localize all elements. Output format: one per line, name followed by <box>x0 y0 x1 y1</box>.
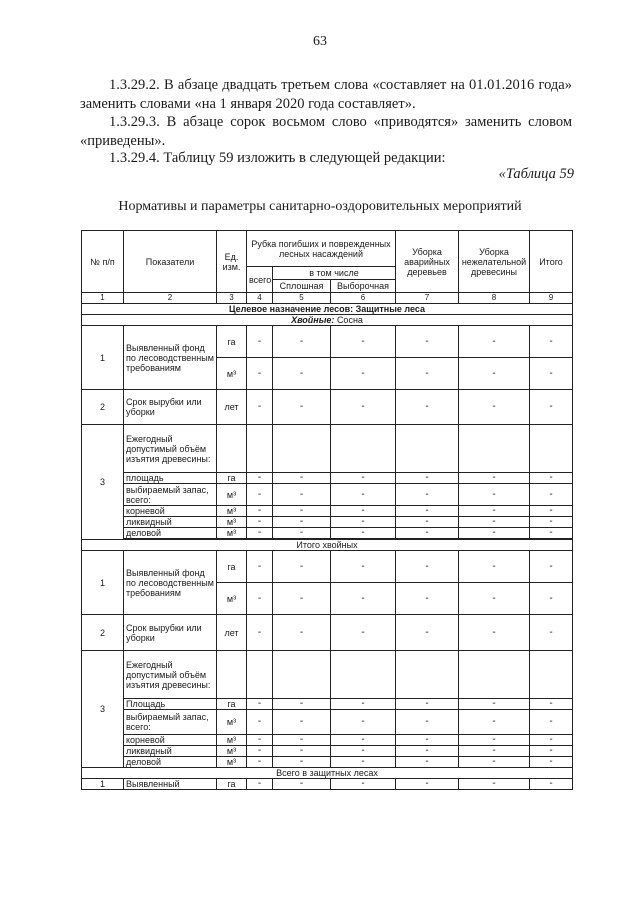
indicator-cell: Срок вырубки или уборки <box>124 390 217 425</box>
value-cell: - <box>396 484 459 506</box>
value-cell <box>331 651 396 699</box>
indicator-cell: ликвидный <box>124 746 217 757</box>
value-cell: - <box>247 779 273 790</box>
value-cell: - <box>396 551 459 583</box>
value-cell <box>247 651 273 699</box>
indicator-cell: Выявленный <box>124 779 217 790</box>
value-cell <box>331 425 396 473</box>
unit-cell: га <box>217 699 247 710</box>
value-cell: - <box>273 517 331 528</box>
unit-cell: м³ <box>217 735 247 746</box>
value-cell: - <box>331 528 396 539</box>
unit-cell: м³ <box>217 710 247 735</box>
table-title: Нормативы и параметры санитарно-оздоровительных мероприятий <box>118 199 522 214</box>
indicator-cell: деловой <box>124 757 217 768</box>
vsego-zashchitnye: Всего в защитных лесах <box>82 768 573 779</box>
indicator-cell: Выявленный фонд по лесоводственным требованиям <box>124 551 217 615</box>
subsection-title: Хвойные: Сосна <box>82 315 573 326</box>
value-cell: - <box>396 699 459 710</box>
value-cell: - <box>331 506 396 517</box>
unit-cell: лет <box>217 615 247 651</box>
col-num: 6 <box>331 293 396 304</box>
value-cell <box>273 651 331 699</box>
value-cell: - <box>396 326 459 358</box>
value-cell: - <box>530 615 573 651</box>
col-num: 8 <box>459 293 530 304</box>
value-cell: - <box>247 528 273 539</box>
value-cell: - <box>396 528 459 539</box>
header-total-felling: всего <box>247 267 273 293</box>
value-cell: - <box>459 779 530 790</box>
unit-cell: м³ <box>217 484 247 506</box>
value-cell: - <box>530 326 573 358</box>
table-row <box>82 710 573 735</box>
value-cell: - <box>273 615 331 651</box>
value-cell: - <box>247 710 273 735</box>
norms-table <box>81 230 573 790</box>
value-cell: - <box>396 615 459 651</box>
header-total: Итого <box>530 231 573 293</box>
table-row <box>82 326 573 358</box>
value-cell: - <box>530 710 573 735</box>
vsego-row <box>82 768 573 779</box>
value-cell: - <box>396 757 459 768</box>
table-row <box>82 779 573 790</box>
header-including: в том числе <box>273 267 396 280</box>
indicator-cell: ликвидный <box>124 517 217 528</box>
row-num: 1 <box>82 779 124 790</box>
header-row-1 <box>82 231 573 267</box>
value-cell: - <box>247 358 273 390</box>
value-cell: - <box>459 358 530 390</box>
value-cell: - <box>331 615 396 651</box>
value-cell: - <box>530 551 573 583</box>
table-row <box>82 425 573 473</box>
value-cell: - <box>459 528 530 539</box>
unit-cell: м³ <box>217 506 247 517</box>
value-cell: - <box>273 358 331 390</box>
table-row <box>82 551 573 583</box>
table-row <box>82 390 573 425</box>
value-cell: - <box>530 583 573 615</box>
unit-cell: м³ <box>217 358 247 390</box>
unit-cell: м³ <box>217 757 247 768</box>
indicator-cell: корневой <box>124 506 217 517</box>
value-cell: - <box>530 358 573 390</box>
value-cell: - <box>331 358 396 390</box>
value-cell <box>459 425 530 473</box>
row-num: 3 <box>82 425 124 540</box>
indicator-cell: деловой <box>124 528 217 539</box>
value-cell: - <box>459 583 530 615</box>
value-cell: - <box>247 484 273 506</box>
value-cell <box>396 425 459 473</box>
value-cell: - <box>331 390 396 425</box>
value-cell: - <box>396 506 459 517</box>
value-cell: - <box>459 517 530 528</box>
value-cell <box>459 651 530 699</box>
unit-cell: м³ <box>217 517 247 528</box>
column-numbers-row <box>82 293 573 304</box>
indicator-cell: Выявленный фонд по лесоводственным требованиям <box>124 326 217 390</box>
indicator-cell: корневой <box>124 735 217 746</box>
value-cell: - <box>273 583 331 615</box>
value-cell: - <box>247 615 273 651</box>
table-row <box>82 699 573 710</box>
header-num: № п/п <box>82 231 124 293</box>
col-num: 9 <box>530 293 573 304</box>
value-cell: - <box>273 551 331 583</box>
value-cell <box>530 651 573 699</box>
col-num: 1 <box>82 293 124 304</box>
value-cell: - <box>459 473 530 484</box>
itogo-hvoinyh: Итого хвойных <box>82 540 573 551</box>
subsection-row <box>82 315 573 326</box>
value-cell: - <box>331 473 396 484</box>
value-cell: - <box>247 506 273 517</box>
value-cell: - <box>273 390 331 425</box>
value-cell: - <box>247 757 273 768</box>
header-unwanted: Уборка нежелательной древесины <box>459 231 530 293</box>
value-cell: - <box>459 746 530 757</box>
value-cell: - <box>396 358 459 390</box>
value-cell: - <box>247 735 273 746</box>
value-cell: - <box>530 735 573 746</box>
table-label: «Таблица 59 <box>498 166 574 182</box>
value-cell: - <box>331 326 396 358</box>
col-num: 3 <box>217 293 247 304</box>
unit-cell: га <box>217 473 247 484</box>
value-cell: - <box>247 390 273 425</box>
value-cell: - <box>331 551 396 583</box>
unit-cell <box>217 651 247 699</box>
value-cell <box>247 425 273 473</box>
value-cell: - <box>459 710 530 735</box>
value-cell: - <box>273 528 331 539</box>
header-clear: Сплошная <box>273 280 331 293</box>
value-cell: - <box>396 746 459 757</box>
value-cell: - <box>331 583 396 615</box>
col-num: 2 <box>124 293 217 304</box>
indicator-cell: выбираемый запас, всего: <box>124 484 217 506</box>
unit-cell: га <box>217 551 247 583</box>
value-cell: - <box>247 699 273 710</box>
value-cell: - <box>396 390 459 425</box>
unit-cell: м³ <box>217 583 247 615</box>
table-row <box>82 757 573 768</box>
indicator-cell: площадь <box>124 473 217 484</box>
table-row <box>82 517 573 528</box>
unit-cell: м³ <box>217 746 247 757</box>
value-cell: - <box>331 746 396 757</box>
table-row <box>82 615 573 651</box>
value-cell <box>396 651 459 699</box>
table-row <box>82 735 573 746</box>
value-cell: - <box>530 757 573 768</box>
value-cell: - <box>459 484 530 506</box>
value-cell: - <box>273 326 331 358</box>
value-cell: - <box>396 517 459 528</box>
table-row <box>82 651 573 699</box>
value-cell: - <box>273 779 331 790</box>
value-cell: - <box>331 517 396 528</box>
indicator-cell: Ежегодный допустимый объём изъятия древесины: <box>124 651 217 699</box>
header-emergency: Уборка аварийных деревьев <box>396 231 459 293</box>
value-cell: - <box>247 517 273 528</box>
itogo-row <box>82 540 573 551</box>
value-cell: - <box>530 390 573 425</box>
page-number: 63 <box>313 34 327 49</box>
row-num: 3 <box>82 651 124 768</box>
value-cell: - <box>530 484 573 506</box>
value-cell: - <box>247 326 273 358</box>
value-cell: - <box>530 528 573 539</box>
value-cell: - <box>273 710 331 735</box>
value-cell: - <box>273 746 331 757</box>
value-cell: - <box>273 473 331 484</box>
row-num: 1 <box>82 551 124 615</box>
value-cell: - <box>331 735 396 746</box>
value-cell <box>530 425 573 473</box>
value-cell: - <box>331 699 396 710</box>
table-row <box>82 473 573 484</box>
row-num: 2 <box>82 615 124 651</box>
paragraph-3: 1.3.29.4. Таблицу 59 изложить в следующей редакции: <box>109 150 446 166</box>
value-cell: - <box>530 779 573 790</box>
unit-cell: лет <box>217 390 247 425</box>
header-indicators: Показатели <box>124 231 217 293</box>
section-title: Целевое назначение лесов: Защитные леса <box>82 304 573 315</box>
value-cell: - <box>459 757 530 768</box>
col-num: 5 <box>273 293 331 304</box>
value-cell: - <box>331 757 396 768</box>
row-num: 2 <box>82 390 124 425</box>
header-selective: Выборочная <box>331 280 396 293</box>
value-cell: - <box>331 779 396 790</box>
value-cell: - <box>331 710 396 735</box>
value-cell: - <box>273 757 331 768</box>
row-num: 1 <box>82 326 124 390</box>
value-cell: - <box>247 473 273 484</box>
value-cell: - <box>247 746 273 757</box>
value-cell: - <box>396 735 459 746</box>
value-cell: - <box>273 506 331 517</box>
value-cell: - <box>530 746 573 757</box>
value-cell: - <box>396 779 459 790</box>
value-cell: - <box>273 735 331 746</box>
value-cell: - <box>530 506 573 517</box>
indicator-cell: Площадь <box>124 699 217 710</box>
value-cell: - <box>459 326 530 358</box>
indicator-cell: Ежегодный допустимый объём изъятия древесины: <box>124 425 217 473</box>
header-felling: Рубка погибших и поврежденных лесных насаждений <box>247 231 396 267</box>
unit-cell: га <box>217 326 247 358</box>
value-cell: - <box>459 506 530 517</box>
table-row <box>82 506 573 517</box>
value-cell <box>273 425 331 473</box>
value-cell: - <box>331 484 396 506</box>
value-cell: - <box>247 583 273 615</box>
paragraph-1: 1.3.29.2. В абзаце двадцать третьем слова «составляет на 01.01.2016 года» заменить словами «на 1 января 2020 года составляет». <box>80 77 572 112</box>
value-cell: - <box>459 390 530 425</box>
table-row <box>82 528 573 539</box>
value-cell: - <box>530 699 573 710</box>
value-cell: - <box>273 484 331 506</box>
value-cell: - <box>459 735 530 746</box>
value-cell: - <box>273 699 331 710</box>
value-cell: - <box>530 473 573 484</box>
indicator-cell: Срок вырубки или уборки <box>124 615 217 651</box>
unit-cell: га <box>217 779 247 790</box>
unit-cell <box>217 425 247 473</box>
paragraph-2: 1.3.29.3. В абзаце сорок восьмом слово «приводятся» заменить словом «приведены». <box>80 114 572 149</box>
value-cell: - <box>247 551 273 583</box>
value-cell: - <box>396 583 459 615</box>
table-row <box>82 484 573 506</box>
header-unit: Ед. изм. <box>217 231 247 293</box>
section-row <box>82 304 573 315</box>
value-cell: - <box>396 710 459 735</box>
col-num: 7 <box>396 293 459 304</box>
value-cell: - <box>459 551 530 583</box>
value-cell: - <box>459 615 530 651</box>
value-cell: - <box>396 473 459 484</box>
value-cell: - <box>459 699 530 710</box>
value-cell: - <box>530 517 573 528</box>
unit-cell: м³ <box>217 528 247 539</box>
col-num: 4 <box>247 293 273 304</box>
table-row <box>82 746 573 757</box>
indicator-cell: выбираемый запас, всего: <box>124 710 217 735</box>
